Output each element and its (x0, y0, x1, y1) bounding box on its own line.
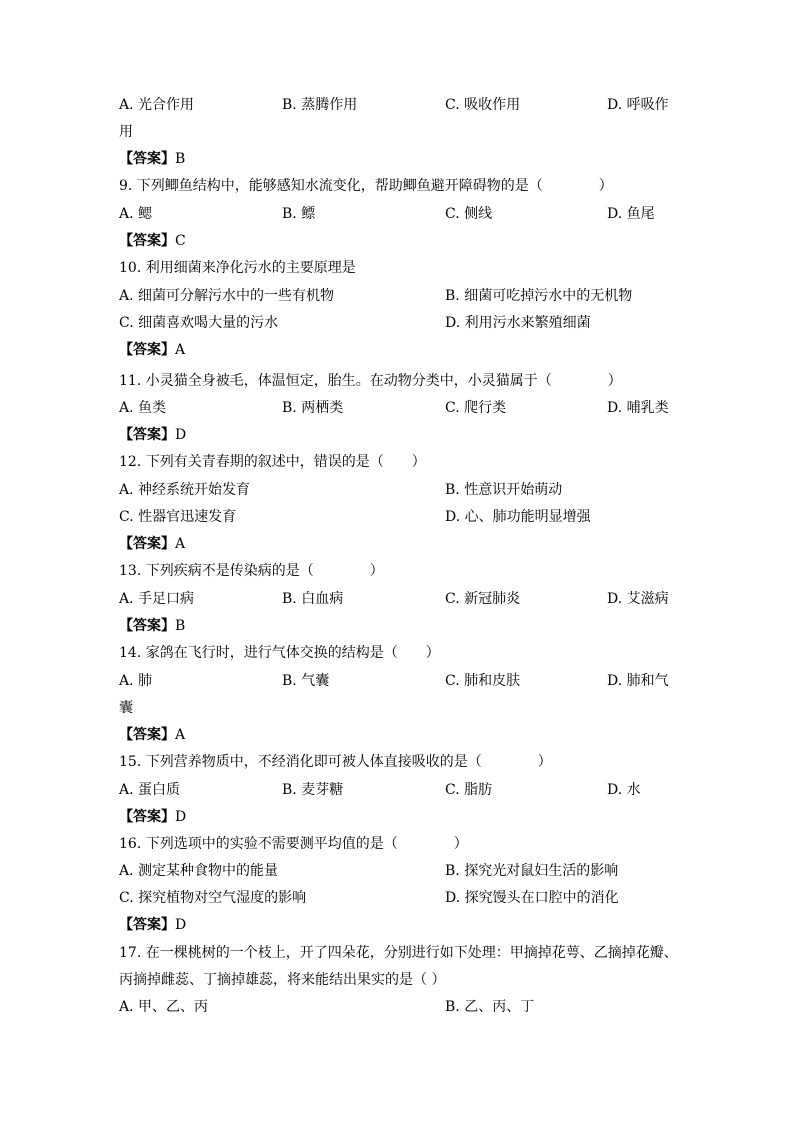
q14-stem: 14. 家鸽在飞行时，进行气体交换的结构是（ ） (119, 645, 440, 661)
answer-value: A (175, 342, 186, 358)
q11-option-b: B. 两栖类 (282, 400, 344, 416)
q10-stem: 10. 利用细菌来净化污水的主要原理是 (119, 260, 356, 276)
answer-value: B (175, 618, 186, 634)
q16-option-c: C. 探究植物对空气湿度的影响 (119, 890, 307, 906)
q17-stem-line2: 丙摘掉雌蕊、丁摘掉雄蕊，将来能结出果实的是（ ） (119, 972, 446, 988)
q8-option-c: C. 吸收作用 (445, 97, 521, 113)
q15-option-b: B. 麦芽糖 (282, 782, 344, 798)
answer-tag: 【答案】 (119, 809, 175, 825)
q9-option-a: A. 鳃 (119, 206, 153, 222)
q13-option-b: B. 白血病 (282, 591, 344, 607)
q15-option-d: D. 水 (607, 782, 641, 798)
q15-answer (119, 807, 186, 827)
q11-option-d: D. 哺乳类 (607, 400, 669, 416)
q14-option-b: B. 气囊 (282, 673, 330, 689)
q12-option-a: A. 神经系统开始发育 (119, 482, 251, 498)
q15-stem: 15. 下列营养物质中，不经消化即可被人体直接吸收的是（ ） (119, 754, 552, 770)
q13-option-a: A. 手足口病 (119, 591, 195, 607)
q11-stem: 11. 小灵猫全身被毛，体温恒定，胎生。在动物分类中，小灵猫属于（ ） (119, 373, 622, 389)
q12-answer (119, 534, 185, 554)
answer-tag: 【答案】 (119, 727, 175, 743)
q16-stem: 16. 下列选项中的实验不需要测平均值的是（ ） (119, 836, 468, 852)
q16-answer (119, 915, 186, 935)
q17-option-b: B. 乙、丙、丁 (445, 999, 535, 1015)
q12-option-b: B. 性意识开始萌动 (445, 482, 563, 498)
q9-option-d: D. 鱼尾 (607, 206, 655, 222)
q17-stem-line1: 17. 在一棵桃树的一个枝上，开了四朵花，分别进行如下处理：甲摘掉花萼、乙摘掉花瓣、 (119, 945, 678, 961)
answer-value: D (175, 809, 187, 825)
answer-value: B (175, 151, 186, 167)
q13-stem: 13. 下列疾病不是传染病的是（ ） (119, 563, 384, 579)
answer-value: A (175, 536, 186, 552)
q10-option-b: B. 细菌可吃掉污水中的无机物 (445, 288, 633, 304)
q11-answer (119, 425, 186, 445)
answer-tag: 【答案】 (119, 917, 175, 933)
q8-option-b: B. 蒸腾作用 (282, 97, 358, 113)
answer-tag: 【答案】 (119, 342, 175, 358)
q12-option-d: D. 心、肺功能明显增强 (445, 509, 591, 525)
q14-option-a: A. 肺 (119, 673, 153, 689)
q15-option-a: A. 蛋白质 (119, 782, 181, 798)
q8-option-d: D. 呼吸作 (607, 97, 669, 113)
answer-tag: 【答案】 (119, 427, 175, 443)
answer-tag: 【答案】 (119, 233, 175, 249)
q16-option-d: D. 探究馒头在口腔中的消化 (445, 890, 619, 906)
q14-option-d-wrap: 囊 (119, 700, 133, 716)
q10-option-c: C. 细菌喜欢喝大量的污水 (119, 315, 279, 331)
answer-tag: 【答案】 (119, 618, 175, 634)
q10-option-a: A. 细菌可分解污水中的一些有机物 (119, 288, 335, 304)
q12-option-c: C. 性器官迅速发育 (119, 509, 237, 525)
q16-option-a: A. 测定某种食物中的能量 (119, 863, 279, 879)
q9-option-c: C. 侧线 (445, 206, 493, 222)
q14-answer (119, 725, 185, 745)
q10-option-d: D. 利用污水来繁殖细菌 (445, 315, 591, 331)
q8-option-d-wrap: 用 (119, 124, 133, 140)
q11-option-c: C. 爬行类 (445, 400, 507, 416)
answer-value: C (175, 233, 186, 249)
q9-answer (119, 231, 186, 251)
answer-value: D (175, 917, 187, 933)
answer-value: A (175, 727, 186, 743)
q15-option-c: C. 脂肪 (445, 782, 493, 798)
q11-option-a: A. 鱼类 (119, 400, 167, 416)
q12-stem: 12. 下列有关青春期的叙述中，错误的是（ ） (119, 454, 426, 470)
answer-tag: 【答案】 (119, 536, 175, 552)
q16-option-b: B. 探究光对鼠妇生活的影响 (445, 863, 619, 879)
q13-answer (119, 616, 185, 636)
q14-option-c: C. 肺和皮肤 (445, 673, 521, 689)
q8-answer (119, 149, 185, 169)
answer-value: D (175, 427, 187, 443)
q10-answer (119, 340, 185, 360)
q17-option-a: A. 甲、乙、丙 (119, 999, 209, 1015)
q9-stem: 9. 下列鲫鱼结构中，能够感知水流变化，帮助鲫鱼避开障碍物的是（ ） (119, 178, 613, 194)
q9-option-b: B. 鳔 (282, 206, 316, 222)
q14-option-d: D. 肺和气 (607, 673, 669, 689)
q8-option-a: A. 光合作用 (119, 97, 195, 113)
q13-option-c: C. 新冠肺炎 (445, 591, 521, 607)
answer-tag: 【答案】 (119, 151, 175, 167)
q13-option-d: D. 艾滋病 (607, 591, 669, 607)
